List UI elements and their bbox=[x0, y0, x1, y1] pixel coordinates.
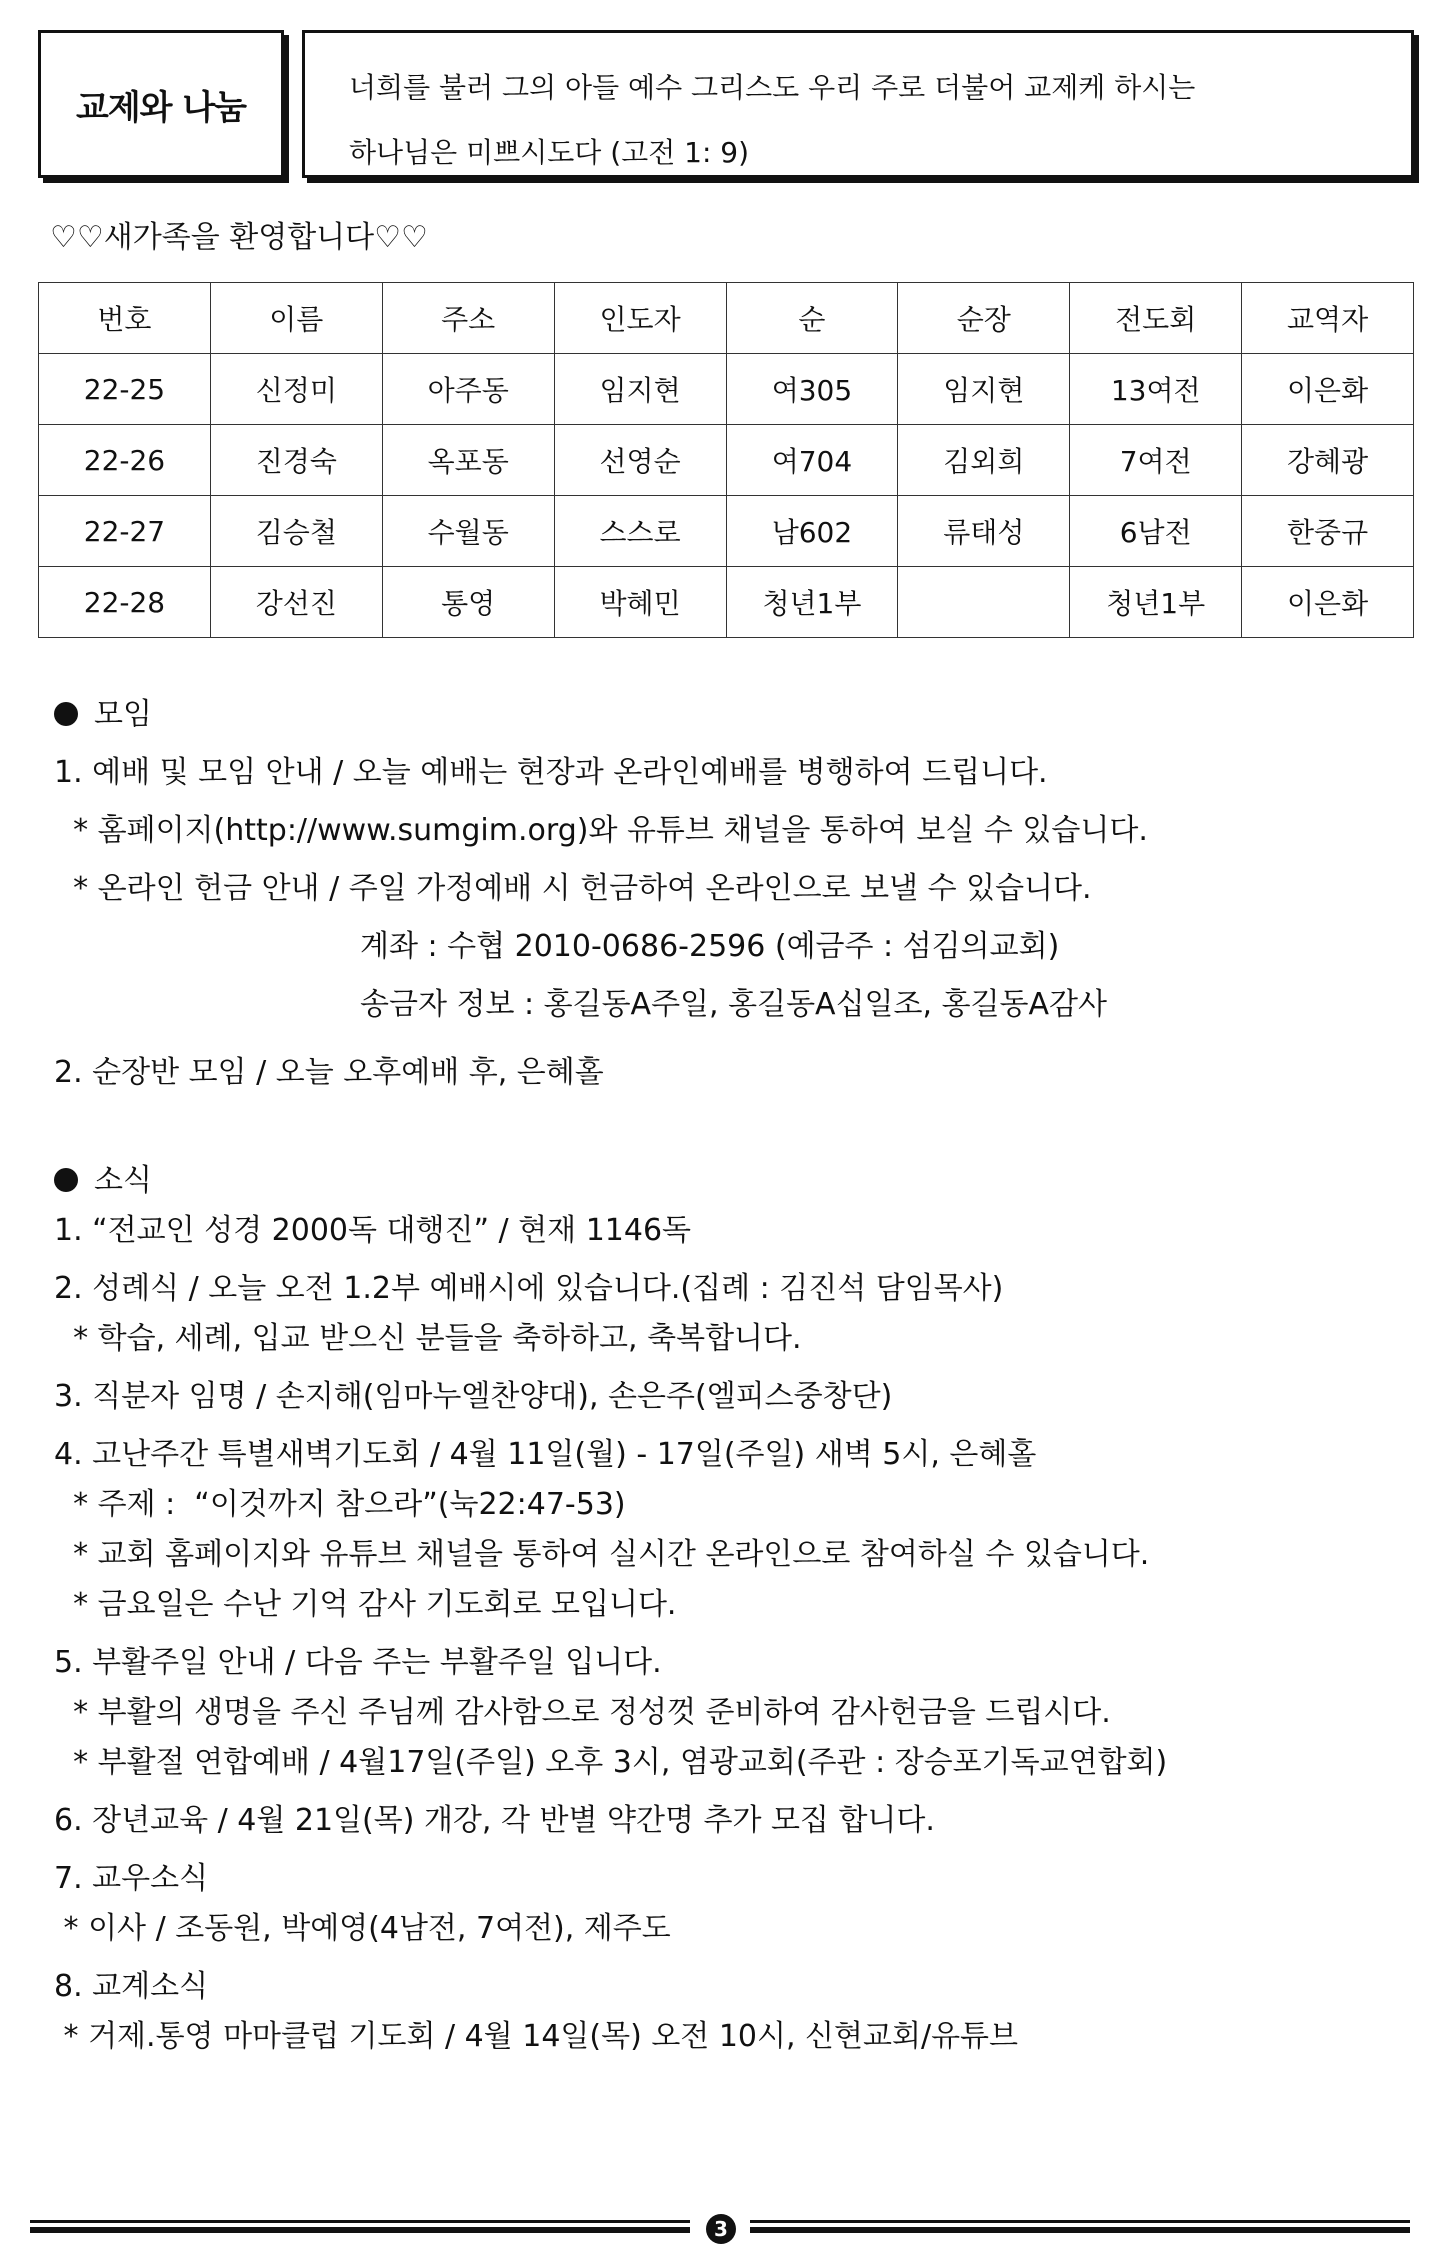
news-section bbox=[54, 1156, 1414, 2062]
table-cell: 여305 bbox=[726, 354, 898, 425]
table-cell: 옥포동 bbox=[382, 425, 554, 496]
table-cell: 청년1부 bbox=[726, 567, 898, 638]
news-item: 1. “전교인 성경 2000독 대행진” / 현재 1146독 bbox=[54, 1213, 692, 1248]
table-cell bbox=[898, 567, 1070, 638]
news-item: 5. 부활주일 안내 / 다음 주는 부활주일 입니다. bbox=[54, 1645, 662, 1680]
news-heading: 소식 bbox=[94, 1163, 152, 1198]
table-cell: 이은화 bbox=[1242, 567, 1414, 638]
news-item: * 학습, 세례, 입교 받으신 분들을 축하하고, 축복합니다. bbox=[54, 1321, 802, 1356]
table-cell: 진경숙 bbox=[210, 425, 382, 496]
header-cell: 순장 bbox=[898, 283, 1070, 354]
news-item: * 부활절 연합예배 / 4월17일(주일) 오후 3시, 염광교회(주관 : 장승포기독교연합회) bbox=[54, 1745, 1168, 1780]
table-cell: 22-25 bbox=[39, 354, 211, 425]
table-row bbox=[39, 425, 1414, 496]
footer-rule-right bbox=[750, 2220, 1410, 2238]
meeting-heading: 모임 bbox=[94, 697, 152, 732]
news-heading-line bbox=[54, 1156, 1414, 1206]
table-cell: 남602 bbox=[726, 496, 898, 567]
table-cell: 22-26 bbox=[39, 425, 211, 496]
header-cell: 순 bbox=[726, 283, 898, 354]
news-item: * 부활의 생명을 주신 주님께 감사함으로 정성껏 준비하여 감사헌금을 드립시다. bbox=[54, 1695, 1111, 1730]
news-item: * 거제.통영 마마클럽 기도회 / 4월 14일(목) 오전 10시, 신현교회/유튜브 bbox=[54, 2019, 1019, 2054]
table-cell: 6남전 bbox=[1070, 496, 1242, 567]
table-cell: 강선진 bbox=[210, 567, 382, 638]
account-line: 계좌 : 수협 2010-0686-2596 (예금주 : 섬김의교회) bbox=[360, 929, 1060, 964]
verse-line-1: 너희를 불러 그의 아들 예수 그리스도 우리 주로 더불어 교제케 하시는 bbox=[349, 71, 1196, 104]
verse-box bbox=[302, 30, 1414, 178]
meeting-line: * 홈페이지(http://www.sumgim.org)와 유튜브 채널을 통하여 보실 수 있습니다. bbox=[54, 813, 1148, 848]
news-item: * 이사 / 조동원, 박예영(4남전, 7여전), 제주도 bbox=[54, 1911, 671, 1946]
header-cell: 이름 bbox=[210, 283, 382, 354]
table-cell: 청년1부 bbox=[1070, 567, 1242, 638]
meeting-line: 1. 예배 및 모임 안내 / 오늘 예배는 현장과 온라인예배를 병행하여 드립니다. bbox=[54, 755, 1048, 790]
news-item: * 금요일은 수난 기억 감사 기도회로 모입니다. bbox=[54, 1587, 677, 1622]
news-item: 6. 장년교육 / 4월 21일(목) 개강, 각 반별 약간명 추가 모집 합니다. bbox=[54, 1803, 935, 1838]
table-cell: 13여전 bbox=[1070, 354, 1242, 425]
table-cell: 김승철 bbox=[210, 496, 382, 567]
table-cell: 선영순 bbox=[554, 425, 726, 496]
table-cell: 강혜광 bbox=[1242, 425, 1414, 496]
table-cell: 한중규 bbox=[1242, 496, 1414, 567]
header-cell: 번호 bbox=[39, 283, 211, 354]
meeting-line: 2. 순장반 모임 / 오늘 오후예배 후, 은혜홀 bbox=[54, 1055, 604, 1090]
sender-info-line: 송금자 정보 : 홍길동A주일, 홍길동A십일조, 홍길동A감사 bbox=[360, 987, 1108, 1022]
bullet-icon bbox=[54, 702, 78, 726]
table-cell: 아주동 bbox=[382, 354, 554, 425]
verse-line-2: 하나님은 미쁘시도다 (고전 1: 9) bbox=[349, 136, 750, 169]
news-item: * 주제 : “이것까지 참으라”(눅22:47-53) bbox=[54, 1487, 626, 1522]
news-item: 7. 교우소식 bbox=[54, 1861, 209, 1896]
news-item: 4. 고난주간 특별새벽기도회 / 4월 11일(월) - 17일(주일) 새벽 5시, 은혜홀 bbox=[54, 1437, 1037, 1472]
table-cell: 22-27 bbox=[39, 496, 211, 567]
page-number: 3 bbox=[706, 2214, 736, 2244]
header-cell: 교역자 bbox=[1242, 283, 1414, 354]
table-cell: 수월동 bbox=[382, 496, 554, 567]
bullet-icon bbox=[54, 1168, 78, 1192]
table-cell: 박혜민 bbox=[554, 567, 726, 638]
header-cell: 주소 bbox=[382, 283, 554, 354]
footer-rule-left bbox=[30, 2220, 690, 2238]
table-row bbox=[39, 496, 1414, 567]
table-header-row bbox=[39, 283, 1414, 354]
table-row bbox=[39, 354, 1414, 425]
news-item: 8. 교계소식 bbox=[54, 1969, 209, 2004]
header-cell: 인도자 bbox=[554, 283, 726, 354]
table-cell: 신정미 bbox=[210, 354, 382, 425]
meeting-line: * 온라인 헌금 안내 / 주일 가정예배 시 헌금하여 온라인으로 보낼 수 있습니다. bbox=[54, 871, 1092, 906]
table-cell: 7여전 bbox=[1070, 425, 1242, 496]
table-cell: 임지현 bbox=[898, 354, 1070, 425]
table-cell: 스스로 bbox=[554, 496, 726, 567]
section-title: 교제와 나눔 bbox=[75, 87, 247, 128]
meeting-heading-line bbox=[54, 686, 1414, 744]
welcome-heading: ♡♡새가족을 환영합니다♡♡ bbox=[50, 220, 428, 255]
table-cell: 이은화 bbox=[1242, 354, 1414, 425]
table-cell: 통영 bbox=[382, 567, 554, 638]
section-title-box bbox=[38, 30, 284, 178]
news-item: * 교회 홈페이지와 유튜브 채널을 통하여 실시간 온라인으로 참여하실 수 있습니다. bbox=[54, 1537, 1150, 1572]
table-cell: 류태성 bbox=[898, 496, 1070, 567]
new-family-table bbox=[38, 282, 1414, 638]
table-cell: 김외희 bbox=[898, 425, 1070, 496]
table-cell: 여704 bbox=[726, 425, 898, 496]
table-cell: 22-28 bbox=[39, 567, 211, 638]
header-cell: 전도회 bbox=[1070, 283, 1242, 354]
news-item: 3. 직분자 임명 / 손지해(임마누엘찬양대), 손은주(엘피스중창단) bbox=[54, 1379, 893, 1414]
table-cell: 임지현 bbox=[554, 354, 726, 425]
page-footer bbox=[30, 2217, 1410, 2241]
table-row bbox=[39, 567, 1414, 638]
news-item: 2. 성례식 / 오늘 오전 1.2부 예배시에 있습니다.(집례 : 김진석 담임목사) bbox=[54, 1271, 1004, 1306]
meeting-section bbox=[54, 686, 1414, 1102]
